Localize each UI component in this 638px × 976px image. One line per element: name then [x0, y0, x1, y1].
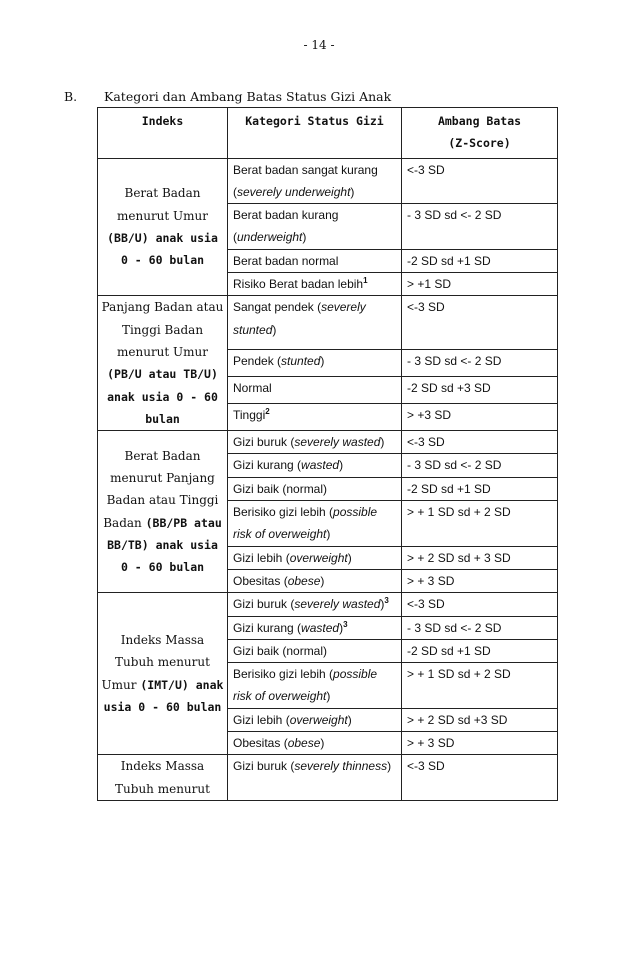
category-text: Pendek ( — [233, 353, 282, 368]
index-cell — [98, 431, 228, 593]
category-close: ) — [387, 759, 392, 774]
table-row — [98, 593, 558, 616]
category-close: ) — [380, 597, 385, 612]
threshold-cell: - 3 SD sd <- 2 SD — [402, 204, 558, 250]
status-gizi-table — [97, 107, 558, 801]
category-text: Risiko Berat badan lebih — [233, 277, 364, 292]
table-row — [98, 431, 558, 454]
footnote-marker: 3 — [384, 596, 389, 606]
footnote-marker: 3 — [343, 619, 348, 629]
header-kategori: Kategori Status Gizi — [228, 108, 402, 159]
category-cell — [228, 454, 402, 477]
index-label: Panjang Badan atau Tinggi Badan menurut Umur — [101, 300, 224, 359]
category-cell — [228, 593, 402, 616]
category-cell — [228, 349, 402, 376]
category-close: ) — [380, 435, 385, 450]
category-cell — [228, 569, 402, 592]
category-cell — [228, 273, 402, 296]
category-text: Gizi baik (normal) — [233, 643, 328, 658]
category-close: ) — [302, 230, 307, 245]
category-cell — [228, 431, 402, 454]
index-cell — [98, 158, 228, 296]
threshold-cell: > + 1 SD sd + 2 SD — [402, 663, 558, 709]
footnote-marker: 2 — [265, 406, 270, 416]
threshold-cell: -2 SD sd +1 SD — [402, 249, 558, 272]
category-cell — [228, 755, 402, 801]
category-cell — [228, 546, 402, 569]
threshold-cell: > +3 SD — [402, 403, 558, 430]
category-text: Tinggi — [233, 407, 266, 422]
category-close: ) — [320, 353, 325, 368]
threshold-cell: - 3 SD sd <- 2 SD — [402, 349, 558, 376]
table-row — [98, 755, 558, 801]
category-english: severely stunted — [233, 300, 366, 337]
category-english: wasted — [301, 620, 340, 635]
index-label-bold: (IMT/U) anak usia 0 - 60 bulan — [103, 677, 224, 715]
category-cell — [228, 158, 402, 204]
category-cell — [228, 477, 402, 500]
section-letter: B. — [64, 89, 78, 104]
category-text: Gizi buruk ( — [233, 597, 295, 612]
category-cell — [228, 708, 402, 731]
category-text: Obesitas ( — [233, 736, 288, 751]
category-close: ) — [272, 322, 277, 337]
category-text: Berat badan normal — [233, 253, 339, 268]
category-text: Gizi buruk ( — [233, 435, 295, 450]
category-text: Sangat pendek ( — [233, 300, 322, 315]
table-header-row — [98, 108, 558, 159]
page-number: - 14 - — [303, 38, 335, 52]
index-cell — [98, 593, 228, 755]
category-text: Gizi baik (normal) — [233, 481, 328, 496]
category-text: Berat badan kurang ( — [233, 208, 339, 245]
category-cell — [228, 296, 402, 349]
category-close: ) — [326, 527, 331, 542]
category-cell — [228, 616, 402, 639]
category-close: ) — [320, 736, 325, 751]
category-close: ) — [320, 573, 325, 588]
category-cell — [228, 501, 402, 547]
table-row — [98, 158, 558, 204]
table-body — [98, 158, 558, 800]
table-row — [98, 296, 558, 349]
threshold-cell: > + 3 SD — [402, 732, 558, 755]
category-english: underweight — [237, 230, 303, 245]
threshold-cell: > + 2 SD sd + 3 SD — [402, 546, 558, 569]
threshold-cell: <-3 SD — [402, 158, 558, 204]
category-text: Gizi kurang ( — [233, 620, 302, 635]
threshold-cell: <-3 SD — [402, 431, 558, 454]
category-text: Gizi lebih ( — [233, 712, 290, 727]
index-label-bold: (PB/U atau TB/U) anak usia 0 - 60 bulan — [107, 367, 218, 426]
category-english: severely wasted — [294, 435, 381, 450]
index-label-bold: (BB/U) anak usia 0 - 60 bulan — [107, 230, 218, 268]
header-ambang-batas — [402, 108, 558, 159]
category-english: obese — [287, 736, 321, 751]
category-cell — [228, 249, 402, 272]
category-cell — [228, 403, 402, 430]
category-close: ) — [347, 550, 352, 565]
threshold-cell: <-3 SD — [402, 593, 558, 616]
category-close: ) — [347, 712, 352, 727]
category-text: Gizi lebih ( — [233, 550, 290, 565]
category-text: Normal — [233, 380, 272, 395]
threshold-cell: <-3 SD — [402, 296, 558, 349]
threshold-cell: -2 SD sd +3 SD — [402, 376, 558, 403]
category-english: overweight — [289, 550, 348, 565]
index-label: Berat Badan menurut Umur — [117, 186, 208, 223]
footnote-marker: 1 — [363, 276, 368, 286]
threshold-cell: > + 2 SD sd +3 SD — [402, 708, 558, 731]
category-english: stunted — [281, 353, 321, 368]
category-cell — [228, 732, 402, 755]
category-english: obese — [287, 573, 321, 588]
category-close: ) — [339, 458, 344, 473]
category-text: Obesitas ( — [233, 573, 288, 588]
threshold-cell: - 3 SD sd <- 2 SD — [402, 616, 558, 639]
category-text: Gizi kurang ( — [233, 458, 302, 473]
category-text: Gizi buruk ( — [233, 759, 295, 774]
threshold-cell: -2 SD sd +1 SD — [402, 477, 558, 500]
header-ambang-line2: (Z-Score) — [448, 136, 511, 151]
category-text: Berisiko gizi lebih ( — [233, 667, 334, 682]
threshold-cell: - 3 SD sd <- 2 SD — [402, 454, 558, 477]
index-cell — [98, 755, 228, 801]
category-cell — [228, 663, 402, 709]
index-label: Indeks Massa Tubuh menurut Umur — [101, 633, 210, 692]
index-label: Indeks Massa Tubuh menurut — [115, 759, 210, 796]
category-text: Berat badan sangat kurang ( — [233, 162, 378, 199]
category-english: possible risk of overweight — [233, 667, 378, 704]
category-english: possible risk of overweight — [233, 505, 378, 542]
section-heading — [64, 89, 391, 104]
header-indeks: Indeks — [98, 108, 228, 159]
section-title: Kategori dan Ambang Batas Status Gizi Anak — [104, 89, 392, 104]
threshold-cell: <-3 SD — [402, 755, 558, 801]
category-cell — [228, 204, 402, 250]
category-english: overweight — [289, 712, 348, 727]
category-cell — [228, 639, 402, 662]
category-close: ) — [350, 184, 355, 199]
threshold-cell: > +1 SD — [402, 273, 558, 296]
category-close: ) — [339, 620, 344, 635]
header-ambang-line1: Ambang Batas — [437, 114, 522, 128]
category-close: ) — [326, 689, 331, 704]
category-english: severely thinness — [294, 759, 388, 774]
category-english: severely wasted — [294, 597, 381, 612]
category-cell — [228, 376, 402, 403]
index-label: Berat Badan menurut Panjang Badan atau Tinggi Badan — [103, 448, 219, 530]
index-cell — [98, 296, 228, 431]
category-english: wasted — [301, 458, 340, 473]
index-label-bold: (BB/PB atau BB/TB) anak usia 0 - 60 bulan — [107, 515, 222, 575]
threshold-cell: > + 3 SD — [402, 569, 558, 592]
category-english: severely underweight — [237, 184, 351, 199]
category-text: Berisiko gizi lebih ( — [233, 505, 334, 520]
threshold-cell: > + 1 SD sd + 2 SD — [402, 501, 558, 547]
threshold-cell: -2 SD sd +1 SD — [402, 639, 558, 662]
